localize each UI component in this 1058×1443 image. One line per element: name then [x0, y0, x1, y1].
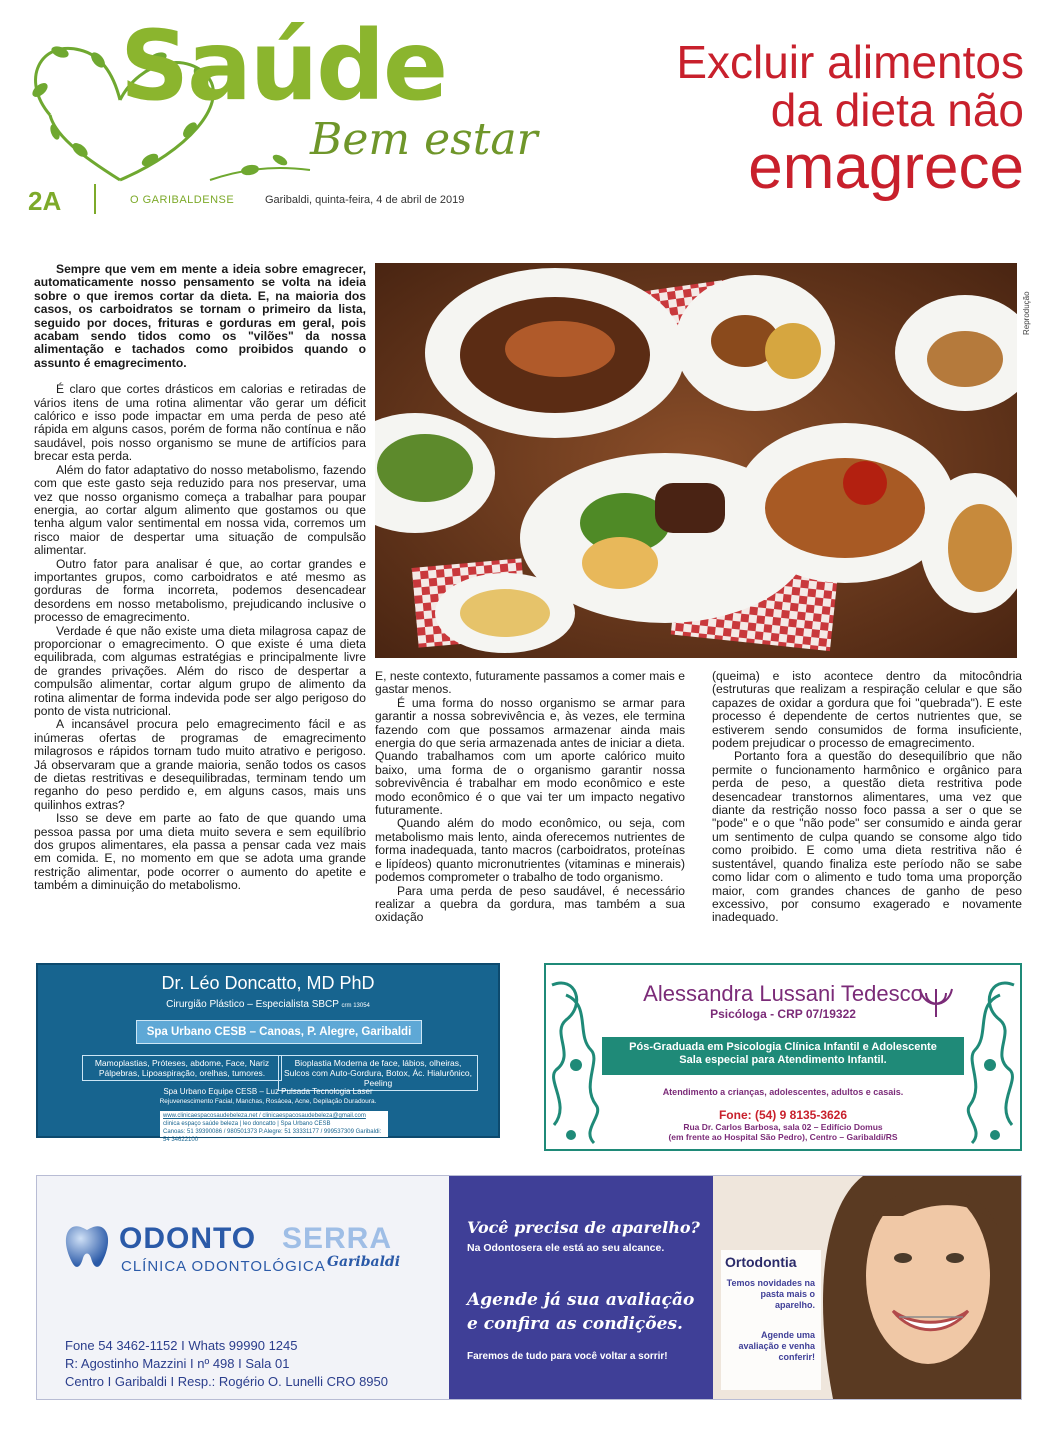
header-divider: [94, 184, 96, 214]
food-photo: [375, 263, 1017, 658]
ad-equipment: [38, 1087, 498, 1107]
ad-address-line-1: Rua Dr. Carlos Barbosa, sala 02 – Edifício Domus: [683, 1122, 883, 1132]
ad-services-left: Mamoplastias, Próteses, abdome, Face, Nariz Pálpebras, Lipoaspiração, orelhas, tumores.: [82, 1055, 282, 1081]
ad-odonto-responsible: Centro I Garibaldi I Resp.: Rogério O. Lunelli CRO 8950: [65, 1374, 388, 1389]
ad-doctor-specialty: Cirurgião Plástico – Especialista SBCP crm 13054: [166, 999, 370, 1010]
issue-date: Garibaldi, quinta-feira, 4 de abril de 2019: [265, 194, 465, 206]
ad-ortho-box: [721, 1250, 821, 1390]
ad-brand-city: Garibaldi: [327, 1254, 401, 1270]
headline: [676, 38, 1024, 200]
article-paragraph: Portanto fora a questão do desequilíbrio que não permite o funcionamento harmônico e orgânico para perda de peso, a questão dieta restritiva pode desencadear transtornos alimentares, uma vez que diante da restrição nosso foco passa a ser o que se "pode" e o que "não pode" ser consumido e ainda gerar um sentimento de culpa quando se consome algo tido como proibido. E como uma dieta restritiva não é sustentável, quando finaliza este período não se sabe como lidar com o alimento e tudo toma uma proporção maior, com grandes chances de ganho de peso excessivo, por consumo exagerado e novamente inadequado.: [712, 749, 1022, 925]
ad-brand-odonto: ODONTO: [119, 1222, 257, 1255]
ad-odonto-message-panel: [449, 1176, 713, 1399]
photo-credit: Reprodução: [1022, 291, 1031, 335]
ad-odonto-phone: Fone 54 3462-1152 I Whats 99990 1245: [65, 1338, 298, 1353]
ad-psychologist-name: Alessandra Lussani Tedesco: [643, 981, 923, 1006]
ad-odonto-photo-panel: [713, 1176, 1021, 1399]
ad-question-sub: Na Odontosera ele está ao seu alcance.: [467, 1242, 665, 1254]
article-paragraph: É claro que cortes drásticos em calorias e retiradas de vários itens de uma rotina alimentar vão gerar um déficit calórico e isso pode impactar em uma perda de peso até rápida em alguns casos, porém de forma não contínua e não saudável, pois nosso organismo se mune de artifícios para brecar esta perda.: [34, 382, 366, 464]
ad-cta-line-2: e confira as condições.: [467, 1314, 683, 1334]
newspaper-name: O GARIBALDENSE: [130, 194, 235, 206]
article-paragraph: E, neste contexto, futuramente passamos a comer mais e gastar menos.: [375, 669, 685, 697]
ad-doncatto[interactable]: [36, 963, 500, 1143]
article-paragraph: Outro fator para analisar é que, ao cortar grandes e importantes grupos, como carboidratos e até mesmo as gorduras de forma incorreta, podemos desencadear desordens em nosso metabolismo, prejudicando inclusive o processo de emagrecimento.: [34, 556, 366, 625]
ad-call-to-action: [467, 1288, 694, 1336]
article-column-right: [712, 670, 1022, 925]
ad-equipment-title: Spa Urbano Equipe CESB – Luz Pulsada Tecnologia Laser: [163, 1087, 373, 1096]
ad-doctor-name: Dr. Léo Doncatto, MD PhD: [161, 973, 375, 993]
ad-web-link[interactable]: www.clinicaespacosaudebeleza.net / clinicaespacosaudebeleza@gmail.com: [163, 1113, 366, 1119]
ad-cta-line-1: Agende já sua avaliação: [467, 1290, 695, 1310]
ad-phones: Canoas: 51 39390086 / 980501373 P.Alegre: 51 33331177 / 999537309 Garibaldi: 54 34622100: [163, 1129, 382, 1143]
ad-odonto-serra[interactable]: [36, 1175, 1022, 1400]
ad-lussani[interactable]: [544, 963, 1022, 1151]
ad-spa-banner: Spa Urbano CESB – Canoas, P. Alegre, Garibaldi: [136, 1020, 422, 1044]
article-paragraph: Verdade é que não existe uma dieta milagrosa capaz de proporcionar o emagrecimento. O que existe é uma dieta equilibrada, com algumas estratégias e principalmente livre de grandes privações. Além do risco de despertar a compulsão alimentar, cortar algum grupo de alimento da rotina alimentar de forma indevida pode ser algo perigoso do ponto de vista nutricional.: [34, 623, 366, 718]
article-column-middle: [375, 670, 685, 925]
ad-contact-box: [160, 1111, 388, 1143]
ad-question: Você precisa de aparelho?: [467, 1218, 700, 1237]
ad-odonto-contact: [65, 1337, 388, 1391]
ad-equipment-sub: Rejuvenescimento Facial, Manchas, Rosácea, Acne, Depilação Duradoura.: [159, 1098, 377, 1105]
section-subtitle: Bem estar: [310, 114, 538, 165]
ad-phone: Fone: (54) 9 8135-3626: [718, 1108, 848, 1122]
page-number: 2A: [28, 186, 62, 216]
article-paragraph: (queima) e isto acontece dentro da mitocôndria (estruturas que realizam a respiração celular e que são capazes de oxidar a gordura que foi "quebrada"). E este processo é dependente de certos nutrientes que, se estiverem sendo consumidos de forma insuficiente, podem prejudicar o processo de emagrecimento.: [712, 669, 1022, 751]
article-paragraph: Isso se deve em parte ao fato de que quando uma pessoa passa por uma dieta muito severa e sem equilíbrio dos grupos alimentares, ela passa a pensar cada vez mais em comida. E, no momento em que se adota uma grande restrição alimentar, pode ocorrer o aumento do apetite e também a diminuição do metabolismo.: [34, 811, 366, 893]
article-paragraph: Além do fator adaptativo do nosso metabolismo, fazendo com que este gasto seja reduzido para nos preservar, uma vez que nosso organismo começa a trabalhar para poupar energia, ao cortar algum alimento que gostamos ou que tenha algum valor sentimental em nossa vida, corremos um risco maior de despertar uma situação de compulsão alimentar.: [34, 462, 366, 558]
ad-address-line-2: (em frente ao Hospital São Pedro), Centro – Garibaldi/RS: [668, 1132, 898, 1142]
article-paragraph: Para uma perda de peso saudável, é necessário realizar a quebra da gordura, mas também a sua oxidação: [375, 883, 685, 925]
headline-line-2: da dieta não: [770, 84, 1024, 137]
headline-line-3: emagrece: [748, 132, 1024, 202]
article-column-left: [34, 263, 366, 893]
ad-audience: Atendimento a crianças, adolescentes, adultos e casais.: [662, 1087, 904, 1097]
ad-ortho-title: Ortodontia: [725, 1254, 797, 1270]
ad-ortho-news: Temos novidades na pasta mais o aparelho.: [726, 1278, 815, 1310]
ad-odonto-address: R: Agostinho Mazzini I nº 498 I Sala 01: [65, 1356, 290, 1371]
ad-odonto-brand-panel: [37, 1176, 449, 1399]
ad-ortho-cta: Agende uma avaliação e venha conferir!: [738, 1330, 815, 1362]
tooth-logo-icon: [61, 1220, 113, 1272]
ad-address: [606, 1122, 960, 1142]
article-paragraph: A incansável procura pelo emagrecimento fácil e as inúmeras ofertas de programas de emagrecimento milagrosos e rápidos tornam tudo muito atrativo e perigoso. Já observaram que a grande maioria, senão todos os casos de dietas restritivas e desequilibradas, terminam tendo um reganho do peso perdido e, em alguns casos, mais uns quilinhos extras?: [34, 717, 366, 812]
section-title: Saúde: [120, 10, 447, 122]
article-paragraph: Quando além do modo econômico, ou seja, com metabolismo mais lento, ainda oferecemos nutrientes de forma inadequada, tanto macros (carboidratos, proteínas e lipídeos) quanto micronutrientes (vitaminas e minerais) podemos comprometer o trabalho de todo organismo.: [375, 816, 685, 885]
ad-social: clinica espaço saúde beleza | leo doncatto | Spa Urbano CESB: [163, 1121, 331, 1127]
ad-crm: crm 13054: [341, 1003, 370, 1009]
ad-qualification-band: [602, 1037, 964, 1075]
ad-brand-serra: SERRA: [282, 1222, 393, 1255]
ad-slogan: Faremos de tudo para você voltar a sorrir!: [467, 1351, 668, 1362]
ad-services-right: Bioplastia Moderna de face, lábios, olheiras, Sulcos com Auto-Gordura, Botox, Ác. Hialurônico, Peeling: [278, 1055, 478, 1091]
ad-psychologist-title: Psicóloga - CRP 07/19322: [710, 1007, 856, 1021]
headline-line-1: Excluir alimentos: [676, 36, 1024, 88]
ad-special-room: Sala especial para Atendimento Infantil.: [679, 1054, 887, 1066]
ad-qualification: Pós-Graduada em Psicologia Clínica Infantil e Adolescente: [629, 1041, 937, 1053]
ad-brand-clinic: CLÍNICA ODONTOLÓGICA: [121, 1258, 326, 1275]
article-paragraph: É uma forma do nosso organismo se armar para garantir a nossa sobrevivência e, às vezes, ele termina fazendo com que possamos armazenar ainda mais energia do que seria armazenada antes de iniciar a dieta. Quando trabalhamos com um aporte calórico muito baixo, uma forma de o organismo garantir nossa sobrevivência é trabalhar em modo econômico e este modo econômico é o que vai ter um impacto negativo futuramente.: [375, 695, 685, 818]
article-lead: Sempre que vem em mente a ideia sobre emagrecer, automaticamente nosso pensamento se volta na ideia sobre o que iremos cortar da dieta. E, na maioria dos casos, os carboidratos se tornam o primeiro da lista, seguido por doces, frituras e gorduras em geral, pois acabam sendo tidos como os "vilões" da nossa alimentação e tachados como proibidos quando o assunto é emagrecimento.: [34, 262, 366, 370]
